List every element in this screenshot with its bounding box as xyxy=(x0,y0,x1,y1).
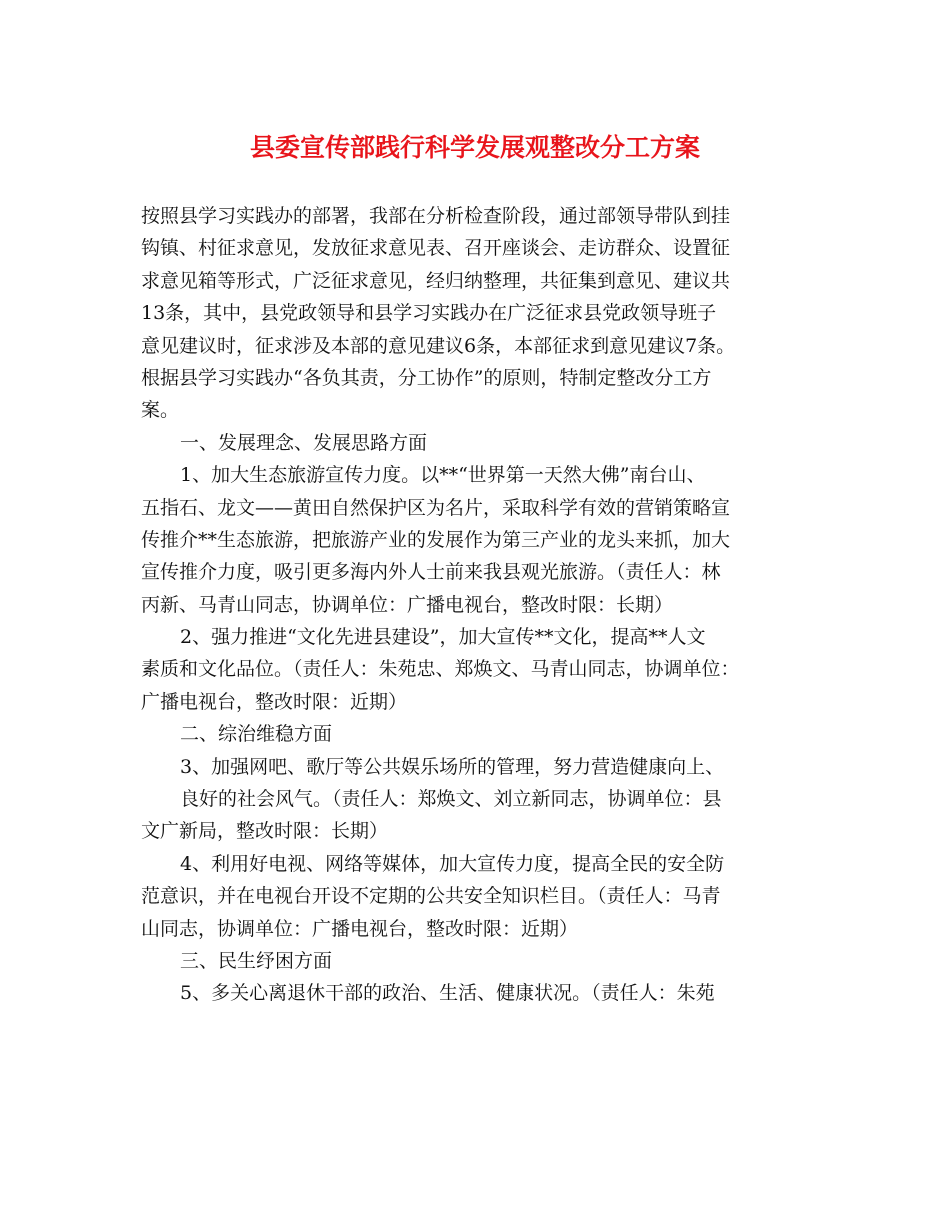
text-line: 3、加强网吧、歌厅等公共娱乐场所的管理，努力营造健康向上、 xyxy=(180,755,725,778)
text-line: 4、利用好电视、网络等媒体，加大宣传力度，提高全民的安全防 xyxy=(180,852,725,875)
text-line: 良好的社会风气。（责任人：郑焕文、刘立新同志，协调单位：县 xyxy=(180,788,722,811)
text-line: 案。 xyxy=(141,399,180,422)
text-line: 广播电视台，整改时限：近期） xyxy=(141,690,408,713)
text-line: 根据县学习实践办“各负其责，分工协作”的原则，特制定整改分工方 xyxy=(141,366,712,389)
text-line: 宣传推介力度，吸引更多海内外人士前来我县观光旅游。（责任人：林 xyxy=(141,561,721,584)
text-line: 素质和文化品位。（责任人：朱苑忠、郑焕文、马青山同志，协调单位： xyxy=(141,658,740,681)
text-line: 13条，其中，县党政领导和县学习实践办在广泛征求县党政领导班子 xyxy=(141,302,717,325)
text-line: 钩镇、村征求意见，发放征求意见表、召开座谈会、走访群众、设置征 xyxy=(141,237,731,260)
document-body xyxy=(141,200,831,1010)
text-line: 三、民生纾困方面 xyxy=(180,949,333,972)
text-line: 文广新局，整改时限：长期） xyxy=(141,820,389,843)
text-line: 5、多关心离退休干部的政治、生活、健康状况。（责任人：朱苑 xyxy=(180,982,715,1005)
document-title: 县委宣传部践行科学发展观整改分工方案 xyxy=(249,133,700,162)
text-line: 山同志，协调单位：广播电视台，整改时限：近期） xyxy=(141,917,579,940)
text-line: 意见建议时，征求涉及本部的意见建议6条，本部征求到意见建议7条。 xyxy=(141,334,736,357)
text-line: 一、发展理念、发展思路方面 xyxy=(180,431,428,454)
text-line: 按照县学习实践办的部署，我部在分析检查阶段，通过部领导带队到挂 xyxy=(141,205,731,227)
text-line: 范意识，并在电视台开设不定期的公共安全知识栏目。（责任人：马青 xyxy=(141,885,721,908)
text-line: 1、加大生态旅游宣传力度。以**“世界第一天然大佛”南台山、 xyxy=(180,464,706,487)
text-line: 2、强力推进“文化先进县建设”，加大宣传**文化，提高**人文 xyxy=(180,626,706,649)
text-line: 丙新、马青山同志，协调单位：广播电视台，整改时限：长期） xyxy=(141,593,674,616)
text-line: 五指石、龙文——黄田自然保护区为名片，采取科学有效的营销策略宣 xyxy=(141,496,731,519)
text-line: 求意见箱等形式，广泛征求意见，经归纳整理，共征集到意见、建议共 xyxy=(141,269,731,292)
text-line: 二、综治维稳方面 xyxy=(180,723,333,746)
text-line: 传推介**生态旅游，把旅游产业的发展作为第三产业的龙头来抓，加大 xyxy=(141,528,731,551)
